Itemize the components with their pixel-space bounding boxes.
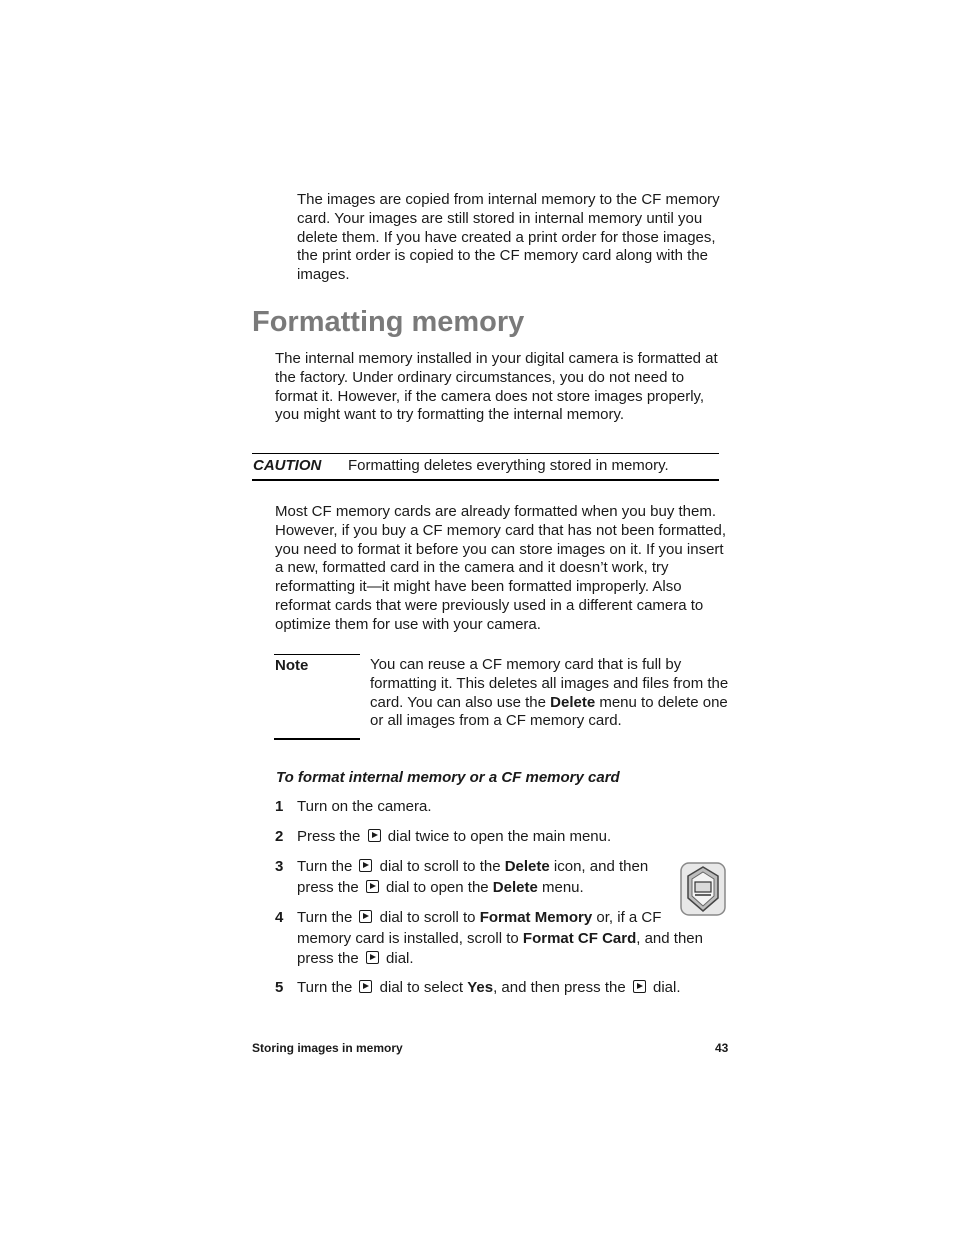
page-number: 43 [715,1041,729,1055]
step-text: Turn on the camera. [297,798,432,815]
step-number: 5 [275,979,284,996]
caution-top-rule [252,453,719,454]
playback-dial-icon [366,880,379,893]
note-bottom-rule [274,738,360,740]
step-number: 4 [275,909,284,926]
playback-dial-icon [359,980,372,993]
playback-dial-icon [359,910,372,923]
step-text: Turn the dial to scroll to Format Memory or, if a CF memory card is installed, scroll to Format CF Card, and then press the dial. [297,909,703,967]
note-delete-term: Delete [550,693,596,711]
caution-bottom-rule [252,479,719,481]
step-text: Turn the dial to select Yes, and then press the dial. [297,979,681,996]
caution-label: CAUTION [253,457,322,474]
section-heading: Formatting memory [252,306,525,338]
step-number: 1 [275,798,284,815]
step-number: 2 [275,828,284,845]
playback-dial-icon [366,951,379,964]
footer-section-title: Storing images in memory [252,1041,403,1055]
intro-paragraph: The images are copied from internal memory to the CF memory card. Your images are still stored in internal memory until you delete them. If you have created a print order for those images, the print order is copied to the CF memory card along with the images. [297,191,720,284]
step-text: Press the dial twice to open the main menu. [297,828,612,845]
step-number: 3 [275,858,284,875]
note-top-rule [274,654,360,655]
playback-dial-icon [368,829,381,842]
note-label: Note [275,657,309,674]
playback-dial-icon [359,859,372,872]
caution-text: Formatting deletes everything stored in memory. [348,457,669,474]
playback-dial-icon [633,980,646,993]
formatting-paragraph: The internal memory installed in your digital camera is formatted at the factory. Under ordinary circumstances, you do not need to format it. However, if the camera does not store images properly, you might want to try formatting the internal memory. [275,350,718,424]
procedure-title: To format internal memory or a CF memory card [276,769,620,786]
cf-card-paragraph: Most CF memory cards are already formatted when you buy them. However, if you buy a CF memory card that has not been formatted, you need to format it before you can store images on it. If you insert a new, formatted card in the camera and it doesn’t work, try reformatting it—it might have been formatted improperly. Also reformat cards that were previously used in a different camera to optimize them for use with your camera. [275,503,727,633]
step-text: Turn the dial to scroll to the Delete icon, and then press the dial to open the Delete menu. [297,858,649,896]
note-text: You can reuse a CF memory card that is full by formatting it. This deletes all images and files from the card. You can also use the Delete menu to delete one or all images from a CF memory card. [370,656,729,730]
